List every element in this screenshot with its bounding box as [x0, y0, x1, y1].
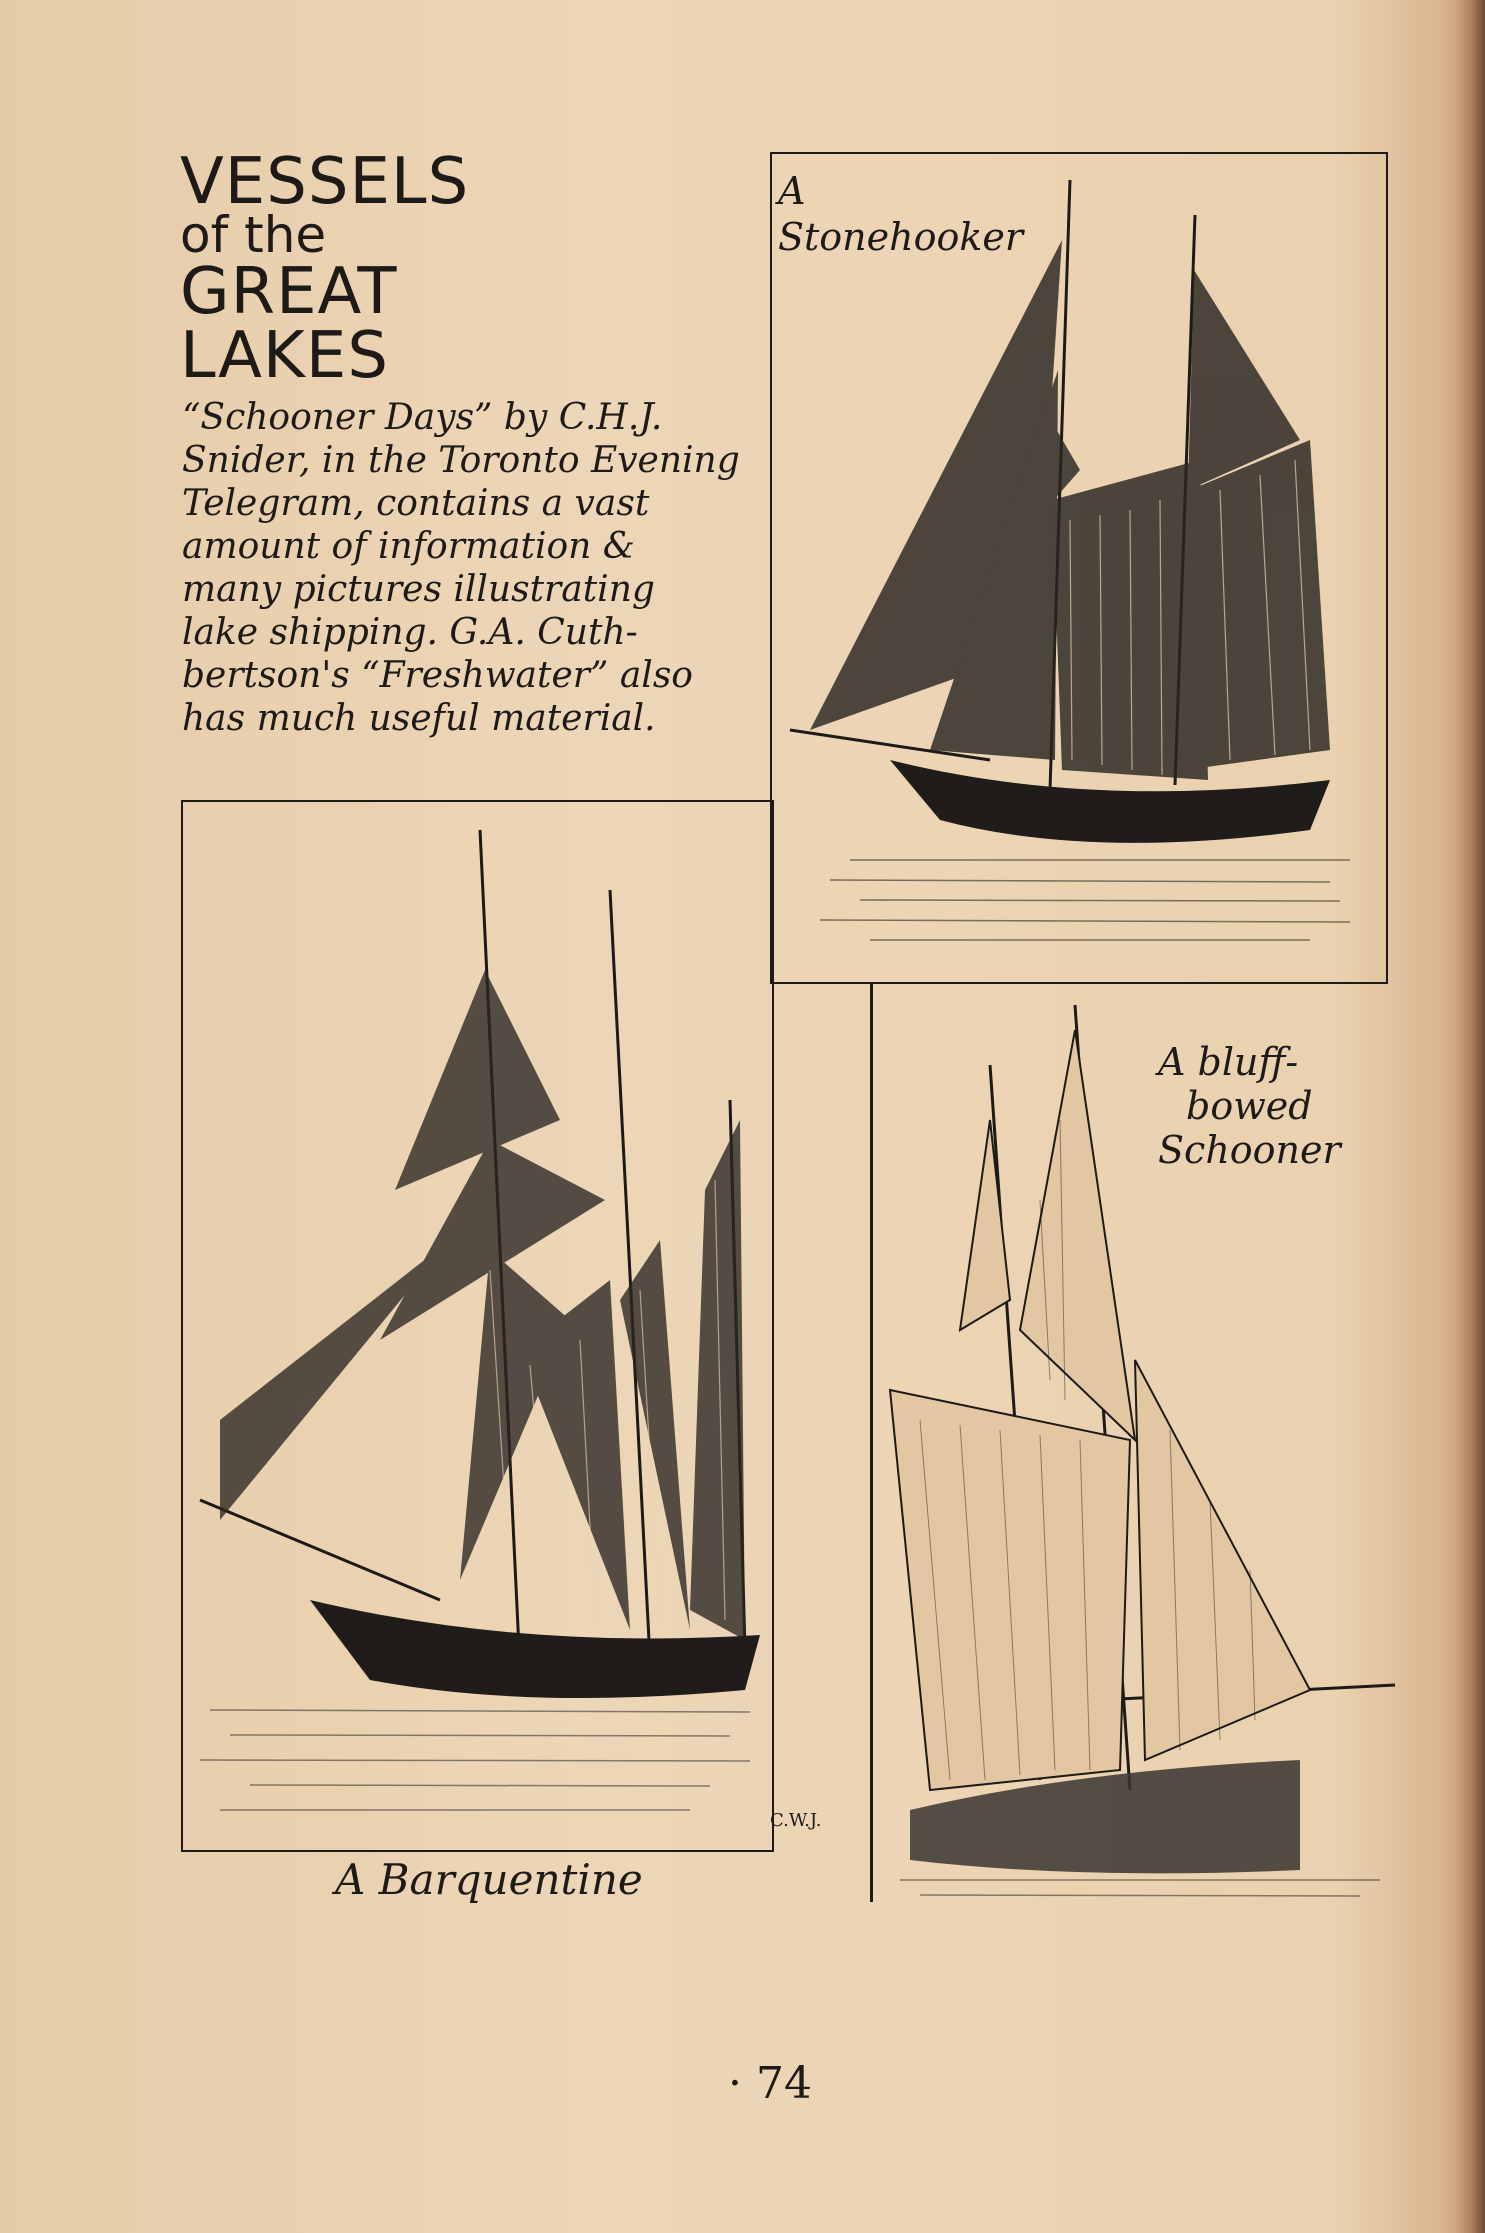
- schooner-panel: [870, 982, 873, 1902]
- intro-paragraph: [182, 396, 762, 740]
- title-line-vessels: VESSELS: [180, 145, 470, 219]
- stonehooker-caption-line2: Stonehooker: [778, 215, 1024, 259]
- barquentine-caption: A Barquentine: [335, 1855, 643, 1904]
- intro-line: Telegram, contains a vast: [182, 483, 650, 524]
- intro-line: amount of information &: [182, 526, 635, 567]
- barquentine-ship-icon: [190, 820, 760, 1830]
- title-line-lakes: LAKES: [180, 319, 389, 393]
- title-line-of-the: of the: [180, 206, 327, 264]
- schooner-caption-line2: bowed: [1186, 1084, 1313, 1128]
- title-line-great: GREAT: [180, 255, 398, 329]
- intro-line: many pictures illustrating: [182, 569, 655, 610]
- intro-line: “Schooner Days” by C.H.J.: [182, 397, 663, 438]
- schooner-sailing-ship-icon: [790, 170, 1370, 970]
- bluff-bowed-schooner-icon: [880, 1000, 1400, 1900]
- artist-initials: C.W.J.: [770, 1810, 822, 1831]
- intro-line: bertson's “Freshwater” also: [182, 655, 693, 696]
- schooner-caption-line3: Schooner: [1158, 1128, 1341, 1172]
- schooner-caption-line1: A bluff-: [1158, 1040, 1299, 1084]
- stonehooker-caption-line1: A: [778, 169, 806, 213]
- intro-line: Snider, in the Toronto Evening: [182, 440, 740, 481]
- page-edge-shadow: [1455, 0, 1485, 2233]
- intro-line: lake shipping. G.A. Cuth-: [182, 612, 638, 653]
- page-title: [180, 145, 480, 393]
- page-number: · 74: [728, 2058, 812, 2109]
- intro-line: has much useful material.: [182, 698, 656, 739]
